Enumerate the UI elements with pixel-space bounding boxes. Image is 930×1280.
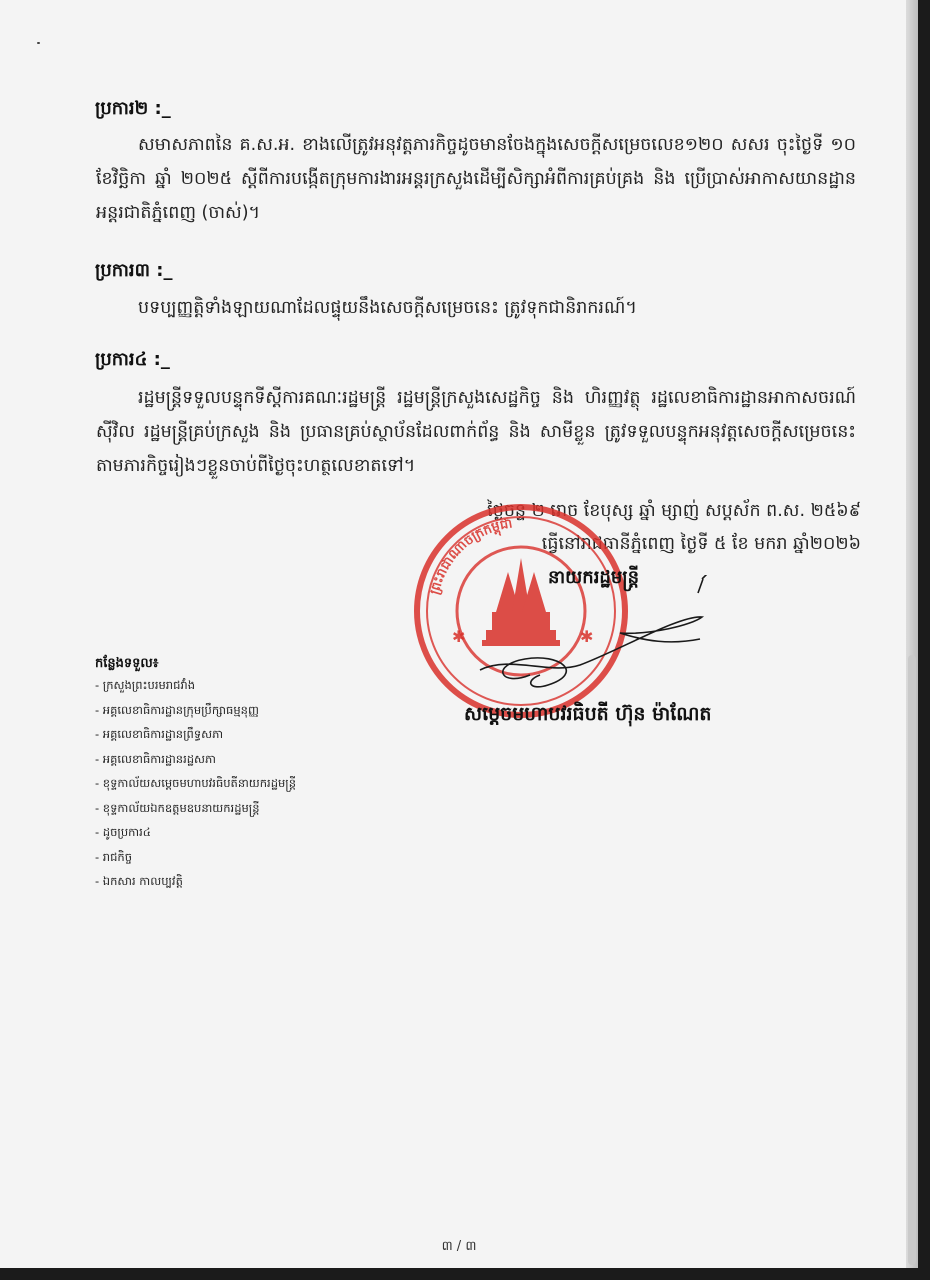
list-item: - ខុទ្ទកាល័យឯកឧត្តមឧបនាយករដ្ឋមន្ត្រី bbox=[95, 800, 260, 815]
list-item: - រាជកិច្ច bbox=[95, 849, 133, 864]
article-2-body: សមាសភាពនៃ គ.ស.អ. ខាងលើត្រូវអនុវត្តភារកិច្ចដូចមានចែងក្នុងសេចក្តីសម្រេចលេខ១២០ សសរ ចុះថ្ងៃទី ១០ ខែវិច្ឆិកា ឆ្នាំ ២០២៥ ស្តីពីការបង្កើតក្រុមការងារអន្តរក្រសួងដើម្បីសិក្សាអំពីការគ្រប់គ្រង និង ប្រើប្រាស់អាកាសយានដ្ឋានអន្តរជាតិភ្នំពេញ (ចាស់)។ bbox=[96, 135, 856, 223]
recipients-title: កន្លែងទទួល៖ bbox=[95, 656, 159, 671]
signatory-title: នាយករដ្ឋមន្ត្រី bbox=[548, 567, 640, 588]
list-item: - អគ្គលេខាធិការដ្ឋានរដ្ឋសភា bbox=[95, 751, 216, 766]
seal-text: ព្រះរាជាណាចក្រកម្ពុជា bbox=[427, 516, 514, 597]
list-item: - ក្រសួងព្រះបរមរាជវាំង bbox=[95, 678, 196, 692]
list-item: - អគ្គលេខាធិការដ្ឋានក្រុមប្រឹក្សាធម្មនុញ្ញ bbox=[95, 702, 259, 717]
article-4-body: រដ្ឋមន្ត្រីទទួលបន្ទុកទីស្តីការគណៈរដ្ឋមន្ត្រី រដ្ឋមន្ត្រីក្រសួងសេដ្ឋកិច្ច និង ហិរញ្ញវត្ថុ រដ្ឋលេខាធិការដ្ឋានអាកាសចរណ៍ស៊ីវិល រដ្ឋមន្ត្រីគ្រប់ក្រសួង និង ប្រធានគ្រប់ស្ថាប័នដែលពាក់ព័ន្ធ និង សាមីខ្លួន ត្រូវទទួលបន្ទុកអនុវត្តសេចក្តីសម្រេចនេះ តាមភារកិច្ចរៀងៗខ្លួនចាប់ពីថ្ងៃចុះហត្ថលេខាតទៅ។ bbox=[96, 388, 856, 476]
article-2-title: ប្រការ២ :_ bbox=[95, 98, 171, 119]
list-item: - ដូចប្រការ៤ bbox=[95, 825, 151, 839]
recipients-list bbox=[95, 678, 296, 899]
scan-speck bbox=[37, 42, 40, 44]
lunar-date: ថ្ងៃចន្ទ ២ រោច ខែបុស្ស ឆ្នាំ ម្សាញ់ សប្តស័ក ព.ស. ២៥៦៩ bbox=[487, 501, 861, 521]
signatory-name: សម្តេចមហាបវរធិបតី ហ៊ុន ម៉ាណែត bbox=[464, 703, 712, 725]
list-item: - ខុទ្ទកាល័យសម្តេចមហាបវរធិបតីនាយករដ្ឋមន្ត្រី bbox=[95, 776, 297, 790]
list-item: - អគ្គលេខាធិការដ្ឋានព្រឹទ្ធសភា bbox=[95, 727, 224, 741]
signature bbox=[470, 575, 730, 700]
place-and-date: ធ្វើនៅរាជធានីភ្នំពេញ ថ្ងៃទី ៥ ខែ មករា ឆ្នាំ២០២៦ bbox=[541, 534, 861, 554]
scrollbar-thumb[interactable] bbox=[908, 655, 916, 1265]
article-3-body: បទប្បញ្ញត្តិទាំងឡាយណាដែលផ្ទុយនឹងសេចក្តីសម្រេចនេះ ត្រូវទុកជានិរាករណ៍។ bbox=[138, 298, 637, 318]
article-3-title: ប្រការ៣ :_ bbox=[95, 260, 173, 281]
article-4-title: ប្រការ៤ :_ bbox=[95, 349, 170, 370]
list-item: - ឯកសារ កាលប្បវត្តិ bbox=[95, 874, 183, 888]
svg-text:✱: ✱ bbox=[580, 627, 594, 646]
svg-text:✱: ✱ bbox=[452, 627, 466, 646]
page-number: ៣ / ៣ bbox=[441, 1239, 477, 1254]
